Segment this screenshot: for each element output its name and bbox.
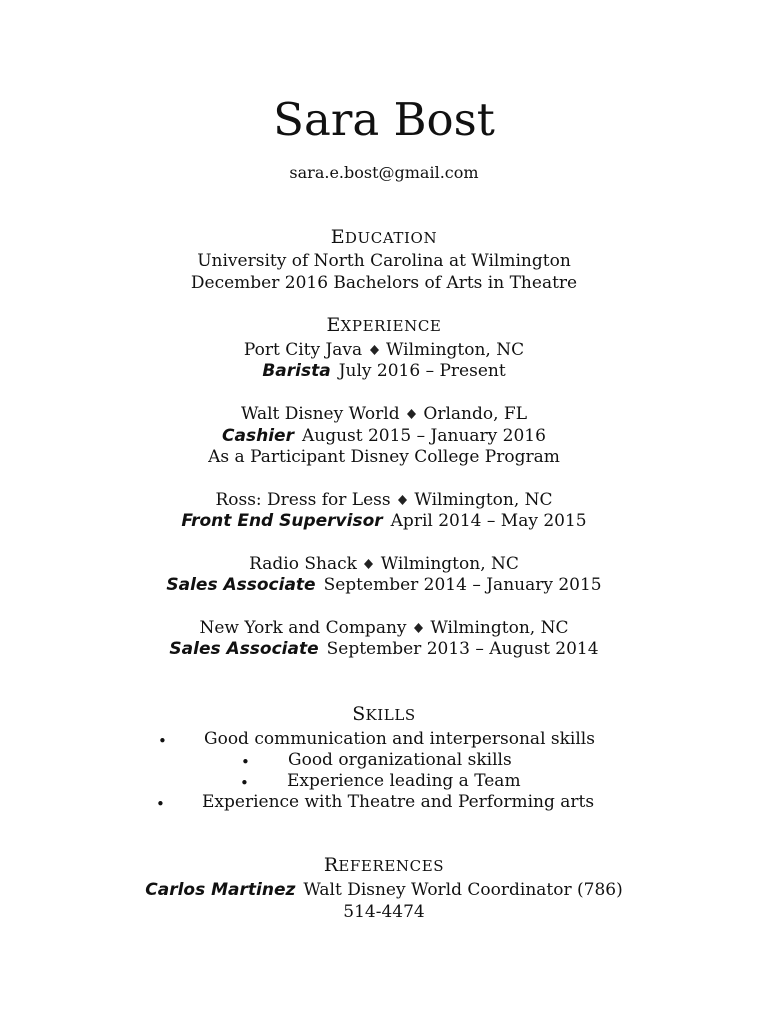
job-dates: September 2013 – August 2014: [326, 639, 599, 659]
job-title-line: [0, 575, 768, 596]
degree-line: December 2016 Bachelors of Arts in Theatre: [190, 273, 578, 293]
job-title: Sales Associate: [169, 639, 319, 659]
job-note: As a Participant Disney College Program: [208, 447, 560, 467]
heading-rest: EFERENCES: [338, 857, 445, 875]
heading-initial: S: [352, 703, 366, 725]
bullet-icon: •: [241, 753, 250, 771]
reference-phone-continued: 514-4474: [343, 902, 425, 922]
employer-name: Port City Java: [243, 340, 363, 360]
job-location: Wilmington, NC: [385, 340, 525, 360]
job-dates: September 2014 – January 2015: [323, 575, 602, 595]
skills-heading: [0, 701, 768, 728]
employer-name: New York and Company: [199, 618, 407, 638]
job-title-line: [0, 511, 768, 532]
job-title: Front End Supervisor: [181, 511, 383, 531]
job-location: Wilmington, NC: [380, 554, 519, 574]
bullet-icon: •: [156, 795, 165, 813]
experience-heading: [0, 312, 768, 339]
references-heading: [0, 852, 768, 879]
email-address: sara.e.bost@gmail.com: [289, 163, 479, 182]
job-employer-line: [0, 554, 768, 575]
job-dates: August 2015 – January 2016: [301, 426, 546, 446]
job-title-line: [0, 426, 768, 447]
heading-rest: DUCATION: [344, 229, 438, 247]
job-employer-line: [0, 618, 768, 639]
diamond-separator-icon: [370, 345, 379, 355]
employer-name: Walt Disney World: [240, 404, 400, 424]
heading-initial: E: [326, 314, 341, 336]
heading-initial: R: [323, 854, 339, 876]
job-location: Wilmington, NC: [414, 490, 553, 510]
job-dates: April 2014 – May 2015: [390, 511, 587, 531]
job-title-line: [0, 361, 768, 382]
diamond-separator-icon: [398, 495, 407, 505]
job-dates: July 2016 – Present: [338, 361, 506, 381]
reference-line: [0, 880, 768, 901]
skill-item: Experience leading a Team: [287, 771, 521, 791]
heading-initial: E: [330, 226, 345, 248]
employer-name: Ross: Dress for Less: [215, 490, 391, 510]
job-location: Orlando, FL: [423, 404, 528, 424]
reference-name: Carlos Martinez: [145, 880, 296, 900]
candidate-name: Sara Bost: [273, 93, 495, 146]
job-employer-line: [0, 490, 768, 511]
reference-detail: Walt Disney World Coordinator (786): [303, 880, 623, 900]
diamond-separator-icon: [407, 409, 416, 419]
school-name: University of North Carolina at Wilmington: [197, 251, 571, 271]
heading-rest: XPERIENCE: [340, 317, 442, 335]
job-employer-line: [0, 404, 768, 425]
job-title: Cashier: [222, 426, 294, 446]
diamond-separator-icon: [364, 559, 373, 569]
skill-item: Experience with Theatre and Performing arts: [202, 792, 595, 812]
bullet-icon: •: [240, 774, 249, 792]
job-title: Sales Associate: [166, 575, 316, 595]
bullet-icon: •: [158, 732, 167, 750]
skill-item: Good organizational skills: [288, 750, 512, 770]
diamond-separator-icon: [414, 623, 423, 633]
skill-item: Good communication and interpersonal skills: [204, 729, 595, 749]
heading-rest: KILLS: [365, 706, 416, 724]
employer-name: Radio Shack: [249, 554, 357, 574]
job-title-line: [0, 639, 768, 660]
job-location: Wilmington, NC: [430, 618, 569, 638]
education-heading: [0, 224, 768, 251]
job-employer-line: [0, 340, 768, 361]
job-title: Barista: [262, 361, 331, 381]
